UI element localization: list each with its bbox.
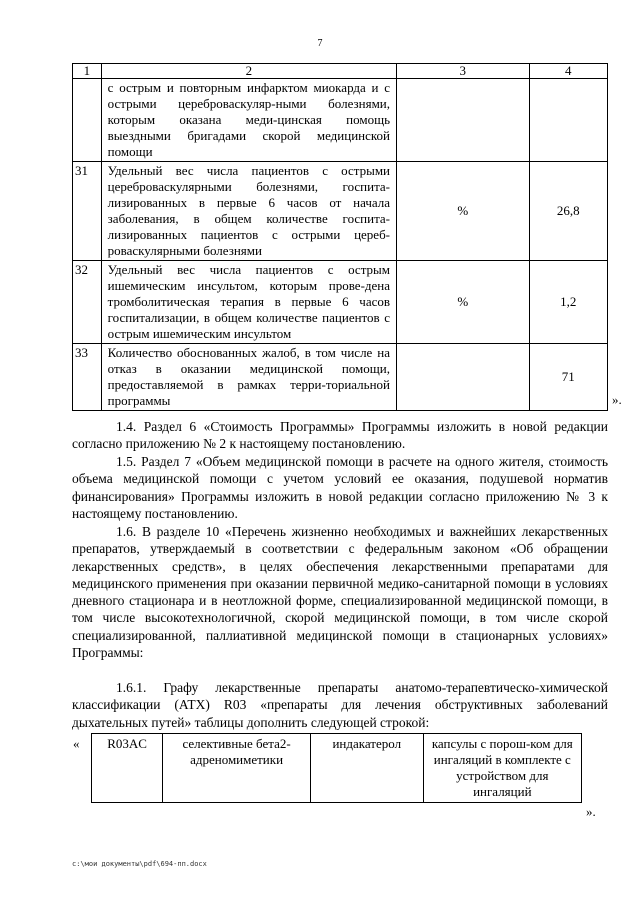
- table-closing-quote: ».: [612, 392, 622, 407]
- row-unit: %: [397, 162, 530, 261]
- paragraph-text: 1.6. В разделе 10 «Перечень жизненно необходимых и важнейших лекарственных препаратов, утверждаемый в соответствии с федеральным законом «Об обращении лекарственных средств», в целях обеспечения лекарственными препаратами для медицинского применения при оказании первичной медико-санитарной помощи в условиях дневного стационара и в неотложной форме, специализированной медицинской помощи, в том числе высокотехнологичной, скорой медицинской помощи, в том числе скорой специализированной, паллиативной медицинской помощи в стационарных условиях» Программы:: [72, 524, 608, 661]
- paragraph-1-6: [72, 523, 608, 661]
- drug-group: селективные бета2-адреномиметики: [163, 734, 311, 803]
- header-cell: 3: [397, 64, 530, 79]
- table2-closing-quote: ».: [586, 804, 596, 819]
- row-value: 71: [529, 344, 607, 411]
- indicators-table: [72, 63, 608, 411]
- table-row: [92, 734, 582, 803]
- row-text: Удельный вес числа пациентов с острым ишемическим инсультом, которым прове-дена тромболитическая терапия в первые 6 часов госпитализации, в общем количестве пациентов с острым ишемическим инсультом: [101, 261, 396, 344]
- paragraph-1-4: [72, 418, 608, 453]
- paragraph-1-5: [72, 453, 608, 522]
- row-text: Количество обоснованных жалоб, в том числе на отказ в оказании медицинской помощи, предоставляемой в рамках терри-ториальной программы: [101, 344, 396, 411]
- drug-form: капсулы с порош-ком для ингаляций в комплекте с устройством для ингаляций: [423, 734, 581, 803]
- row-number: 33: [73, 344, 102, 411]
- atc-code: R03AC: [92, 734, 163, 803]
- row-text: Удельный вес числа пациентов с острыми цереброваскулярными болезнями, госпита-лизированных в первые 6 часов от начала заболевания, в общем количестве госпита-лизированных пациентов с острыми цереб-роваскулярными болезнями: [101, 162, 396, 261]
- drug-name: индакатерол: [310, 734, 423, 803]
- paragraph-text: 1.4. Раздел 6 «Стоимость Программы» Программы изложить в новой редакции согласно приложению № 2 к настоящему постановлению.: [72, 419, 608, 452]
- paragraph-1-6-1: [72, 679, 608, 731]
- paragraph-text: 1.5. Раздел 7 «Объем медицинской помощи в расчете на одного жителя, стоимость объема медицинской помощи с учетом условий ее оказания, подушевой норматив финансирования» Программы изложить в новой редакции согласно приложению № 3 к настоящему постановлению.: [72, 454, 608, 521]
- row-unit: %: [397, 261, 530, 344]
- table-row: [73, 79, 608, 162]
- header-cell: 2: [101, 64, 396, 79]
- row-number: 31: [73, 162, 102, 261]
- table-header-row: [73, 64, 608, 79]
- row-unit: [397, 344, 530, 411]
- row-value: 26,8: [529, 162, 607, 261]
- table2-opening-quote: «: [73, 736, 80, 751]
- footer-file-path: c:\мои документы\pdf\694-пп.docx: [72, 860, 207, 868]
- header-cell: 1: [73, 64, 102, 79]
- table-row: [73, 162, 608, 261]
- paragraph-text: 1.6.1. Графу лекарственные препараты анатомо-терапевтическо-химической классификации (АТХ) R03 «препараты для лечения обструктивных заболеваний дыхательных путей» таблицы дополнить следующей строкой:: [72, 680, 608, 730]
- row-value: 1,2: [529, 261, 607, 344]
- row-number: 32: [73, 261, 102, 344]
- row-number: [73, 79, 102, 162]
- header-cell: 4: [529, 64, 607, 79]
- table-row: [73, 261, 608, 344]
- table-row: [73, 344, 608, 411]
- row-value: [529, 79, 607, 162]
- page-number: 7: [317, 38, 323, 49]
- drug-table: [91, 733, 582, 803]
- row-text: с острым и повторным инфарктом миокарда и с острыми цереброваскуляр-ными болезнями, которым оказана меди-цинская помощь выездными бригадами скорой медицинской помощи: [101, 79, 396, 162]
- row-unit: [397, 79, 530, 162]
